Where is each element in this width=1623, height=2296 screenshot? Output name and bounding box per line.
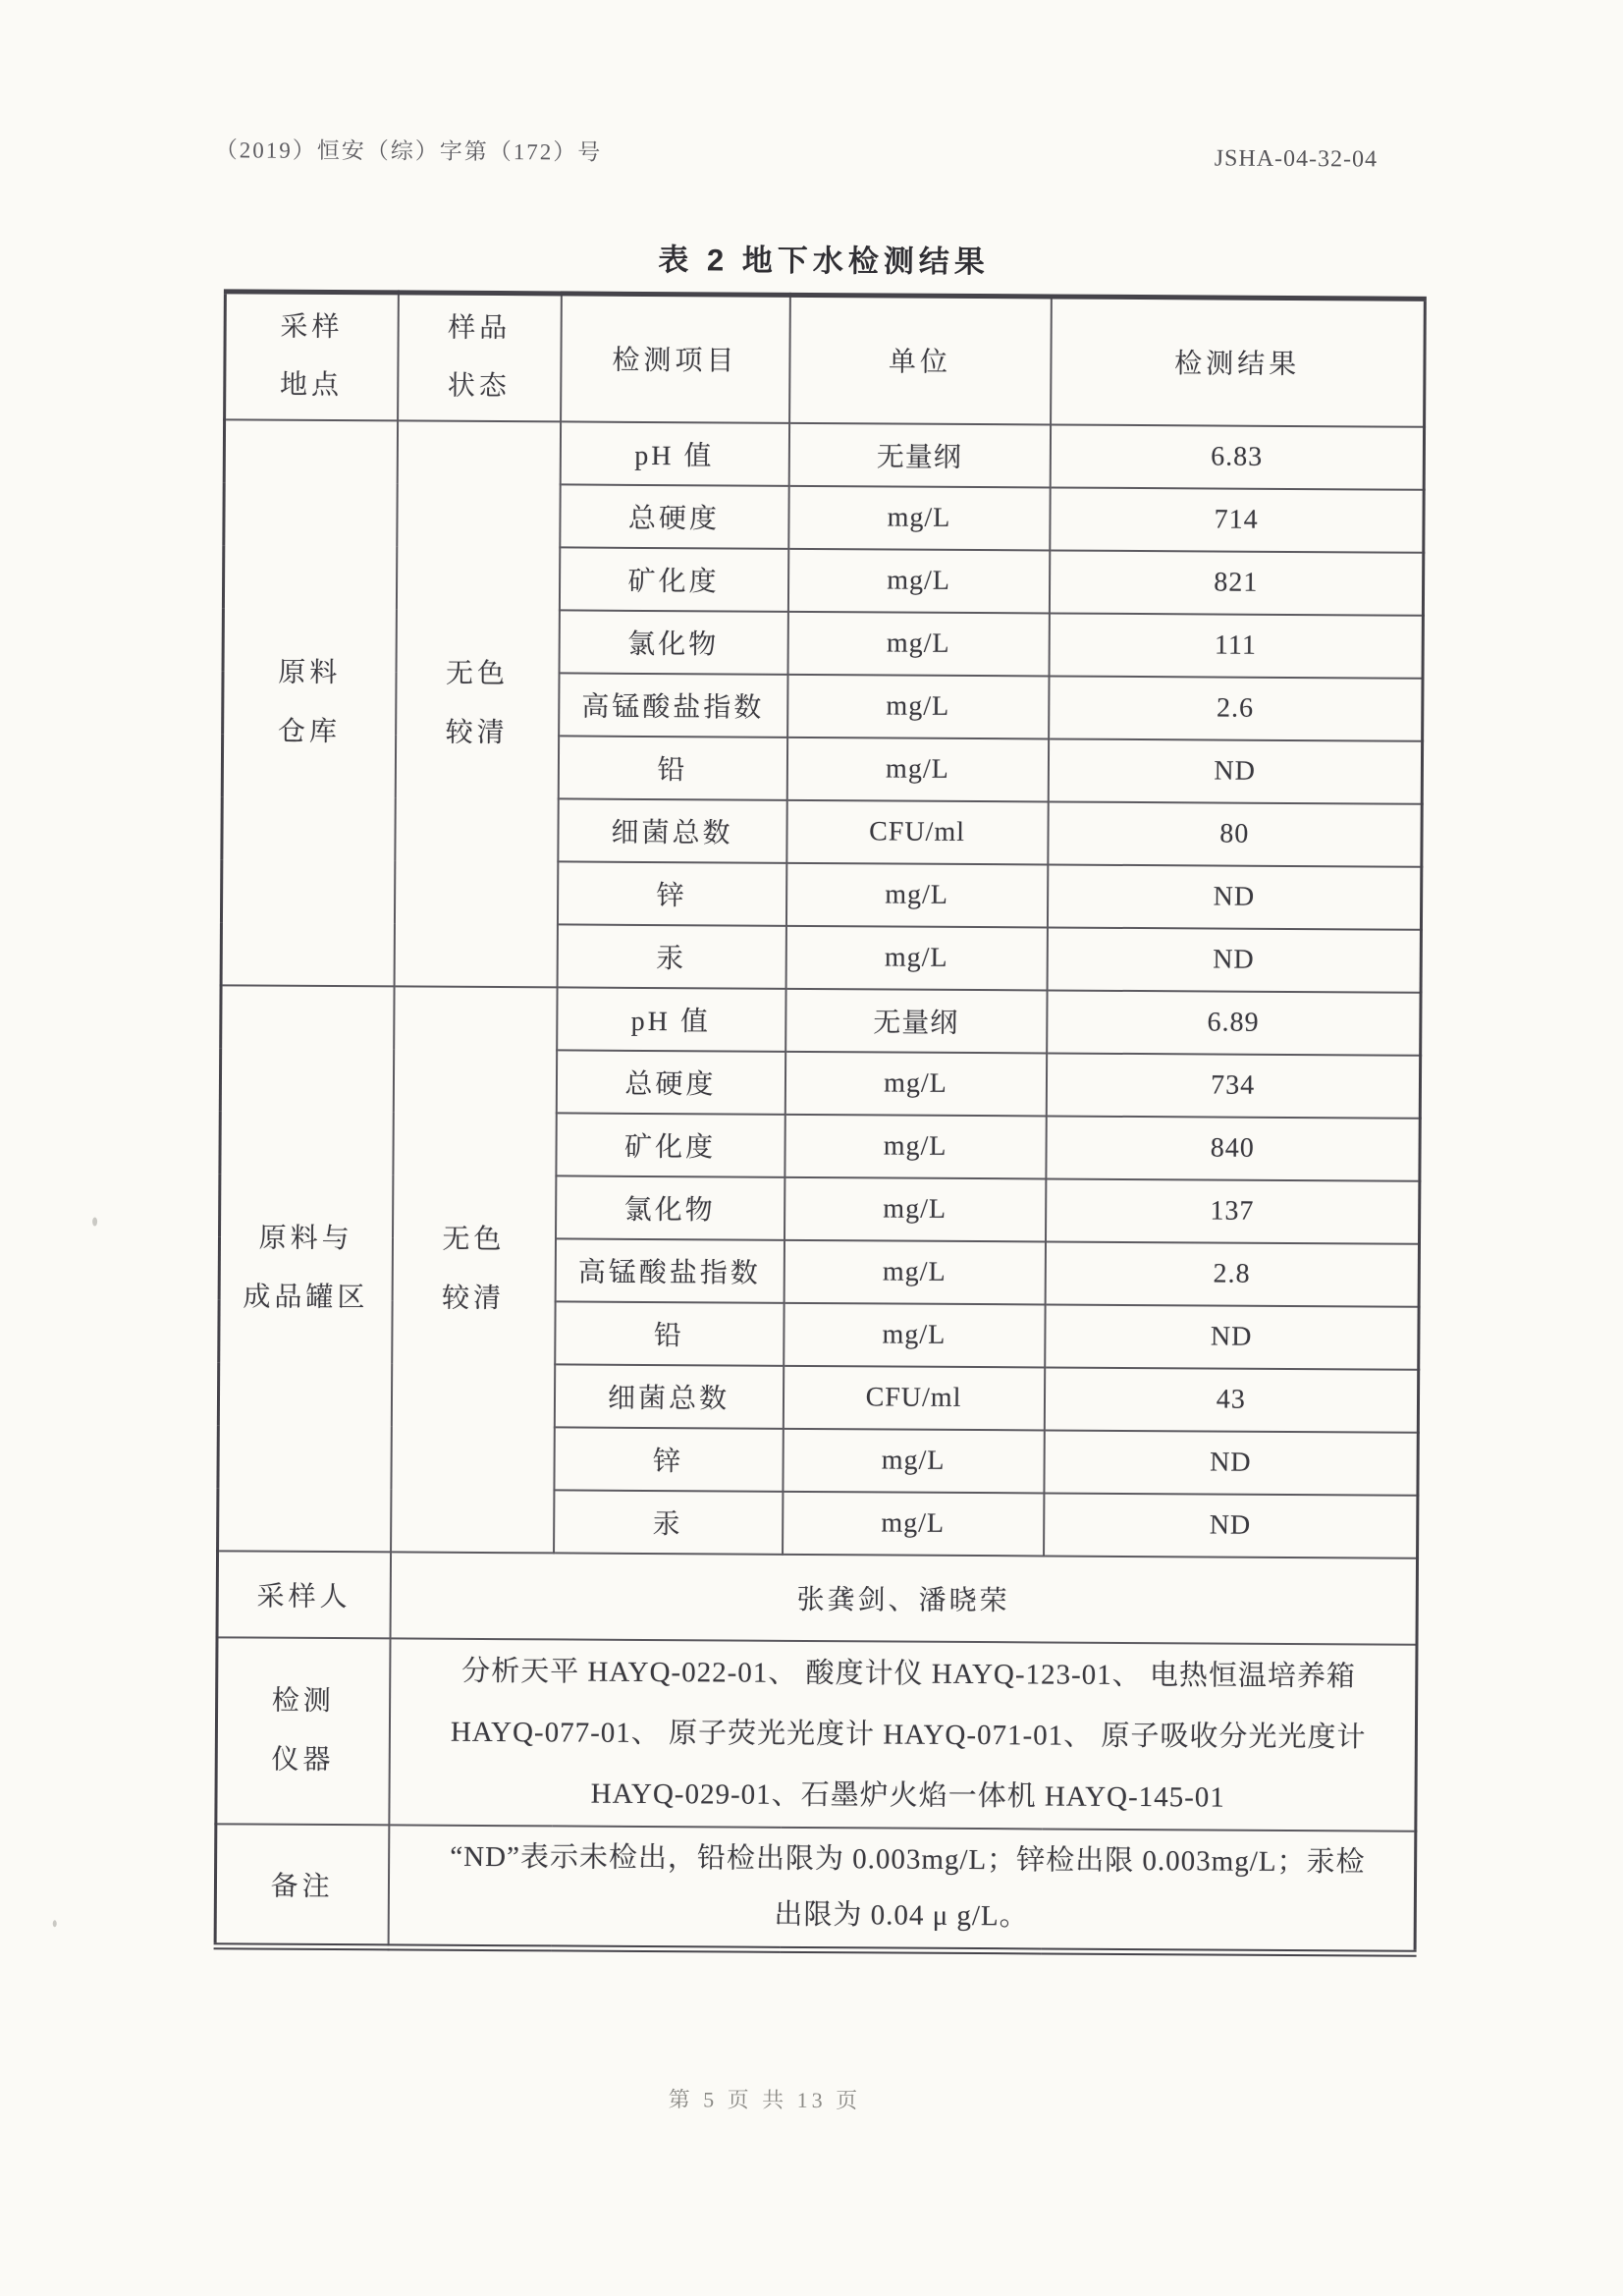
row-unit: mg/L xyxy=(784,1114,1046,1178)
row-item: 总硬度 xyxy=(560,484,788,548)
row-unit: mg/L xyxy=(787,548,1049,613)
text-line: 仓库 xyxy=(277,716,341,747)
header-cell-location xyxy=(225,292,399,420)
group-location xyxy=(221,419,398,986)
group-location xyxy=(218,985,395,1552)
row-unit: mg/L xyxy=(785,925,1047,990)
text-line: 地点 xyxy=(279,369,344,402)
text-line: 出限为 0.04 μ g/L。 xyxy=(774,1898,1029,1933)
row-item: 汞 xyxy=(557,924,785,988)
row-result: 714 xyxy=(1050,487,1424,552)
row-unit: mg/L xyxy=(784,1051,1046,1116)
row-result: ND xyxy=(1044,1430,1418,1495)
remark-row xyxy=(215,1824,1416,1953)
table-header-row xyxy=(225,292,1426,426)
page-footer: 第 5 页 共 13 页 xyxy=(668,2087,862,2113)
remark-value xyxy=(388,1825,1416,1953)
sampler-label: 采样人 xyxy=(217,1551,391,1638)
row-result: 6.83 xyxy=(1050,424,1424,489)
row-unit: mg/L xyxy=(784,1239,1045,1304)
row-result: 43 xyxy=(1044,1367,1418,1432)
row-item: 氯化物 xyxy=(556,1175,784,1239)
group-state xyxy=(391,986,558,1553)
text-line: “ND”表示未检出，铅检出限为 0.003mg/L；锌检出限 0.003mg/L；汞检 xyxy=(450,1840,1366,1879)
text-line: 仪器 xyxy=(271,1744,335,1776)
row-result: 821 xyxy=(1049,550,1423,615)
scan-speck xyxy=(92,1218,97,1227)
row-unit: mg/L xyxy=(786,737,1048,801)
text-line: 原料与 xyxy=(258,1223,353,1255)
remark-label: 备注 xyxy=(215,1824,389,1947)
header-cell-result: 检测结果 xyxy=(1051,297,1426,426)
text-line: 状态 xyxy=(447,370,511,403)
instruments-value xyxy=(389,1638,1417,1831)
row-result: 840 xyxy=(1046,1116,1420,1180)
table-row xyxy=(221,985,1421,1055)
row-item: 高锰酸盐指数 xyxy=(555,1238,784,1302)
row-unit: mg/L xyxy=(783,1491,1044,1556)
text-line: 样品 xyxy=(448,312,512,345)
text-line: 无色 xyxy=(445,658,510,690)
text-line: 采样 xyxy=(280,311,344,343)
text-line: HAYQ-029-01、石墨炉火焰一体机 HAYQ-145-01 xyxy=(590,1777,1225,1814)
table-row xyxy=(224,419,1424,489)
row-item: 铅 xyxy=(555,1301,784,1365)
instruments-label xyxy=(216,1637,390,1825)
row-unit: mg/L xyxy=(787,611,1049,676)
doc-number: （2019）恒安（综）字第（172）号 xyxy=(214,137,603,165)
row-result: 734 xyxy=(1046,1053,1420,1118)
text-line: 成品罐区 xyxy=(243,1281,369,1313)
row-item: 汞 xyxy=(554,1490,783,1554)
results-table xyxy=(214,289,1427,1956)
row-result: 80 xyxy=(1048,801,1422,866)
table-title: 表 2 地下水检测结果 xyxy=(658,243,990,280)
row-item: 细菌总数 xyxy=(554,1364,783,1428)
row-item: 总硬度 xyxy=(556,1050,784,1114)
row-item: 高锰酸盐指数 xyxy=(559,673,787,737)
text-line: 较清 xyxy=(445,717,509,748)
row-unit: mg/L xyxy=(783,1428,1044,1493)
doc-code: JSHA-04-32-04 xyxy=(1214,145,1379,173)
text-line: 检测 xyxy=(271,1685,335,1718)
text-line: HAYQ-077-01、 原子荧光光度计 HAYQ-071-01、 原子吸收分光光度计 xyxy=(450,1716,1367,1753)
text-line: 原料 xyxy=(278,657,342,689)
sampler-value: 张龚剑、潘晓荣 xyxy=(390,1552,1418,1644)
row-result: 2.8 xyxy=(1045,1241,1419,1306)
row-item: pH 值 xyxy=(557,987,785,1051)
row-result: 6.89 xyxy=(1047,990,1421,1055)
row-result: ND xyxy=(1047,927,1421,992)
row-result: ND xyxy=(1047,864,1421,929)
row-item: 细菌总数 xyxy=(558,798,786,862)
scan-speck xyxy=(53,1920,57,1927)
row-result: 111 xyxy=(1049,613,1423,678)
instruments-row xyxy=(216,1637,1417,1831)
row-result: 137 xyxy=(1045,1178,1419,1243)
row-item: 矿化度 xyxy=(556,1113,784,1176)
header-cell-state xyxy=(398,293,562,421)
row-item: 锌 xyxy=(554,1427,783,1491)
row-result: ND xyxy=(1045,1304,1419,1369)
row-unit: CFU/ml xyxy=(783,1365,1044,1430)
row-item: 锌 xyxy=(557,861,785,925)
row-item: 铅 xyxy=(558,736,786,799)
row-unit: 无量纲 xyxy=(788,422,1050,487)
row-item: 矿化度 xyxy=(559,547,787,611)
row-unit: mg/L xyxy=(787,674,1049,738)
row-item: pH 值 xyxy=(560,421,788,485)
header-cell-item: 检测项目 xyxy=(561,294,790,422)
row-unit: mg/L xyxy=(788,485,1050,550)
row-unit: mg/L xyxy=(784,1302,1045,1367)
row-item: 氯化物 xyxy=(559,610,787,674)
row-unit: mg/L xyxy=(784,1176,1046,1241)
group-state xyxy=(394,420,561,987)
row-unit: 无量纲 xyxy=(785,988,1047,1053)
row-result: ND xyxy=(1048,738,1422,803)
text-line: 分析天平 HAYQ-022-01、 酸度计仪 HAYQ-123-01、 电热恒温培养箱 xyxy=(461,1655,1357,1692)
header-cell-unit: 单位 xyxy=(789,295,1052,424)
sampler-row xyxy=(217,1551,1418,1644)
row-result: ND xyxy=(1044,1493,1418,1558)
text-line: 无色 xyxy=(442,1224,506,1256)
text-line: 较清 xyxy=(442,1283,506,1314)
row-result: 2.6 xyxy=(1049,676,1423,740)
row-unit: mg/L xyxy=(785,862,1047,927)
row-unit: CFU/ml xyxy=(786,799,1048,864)
